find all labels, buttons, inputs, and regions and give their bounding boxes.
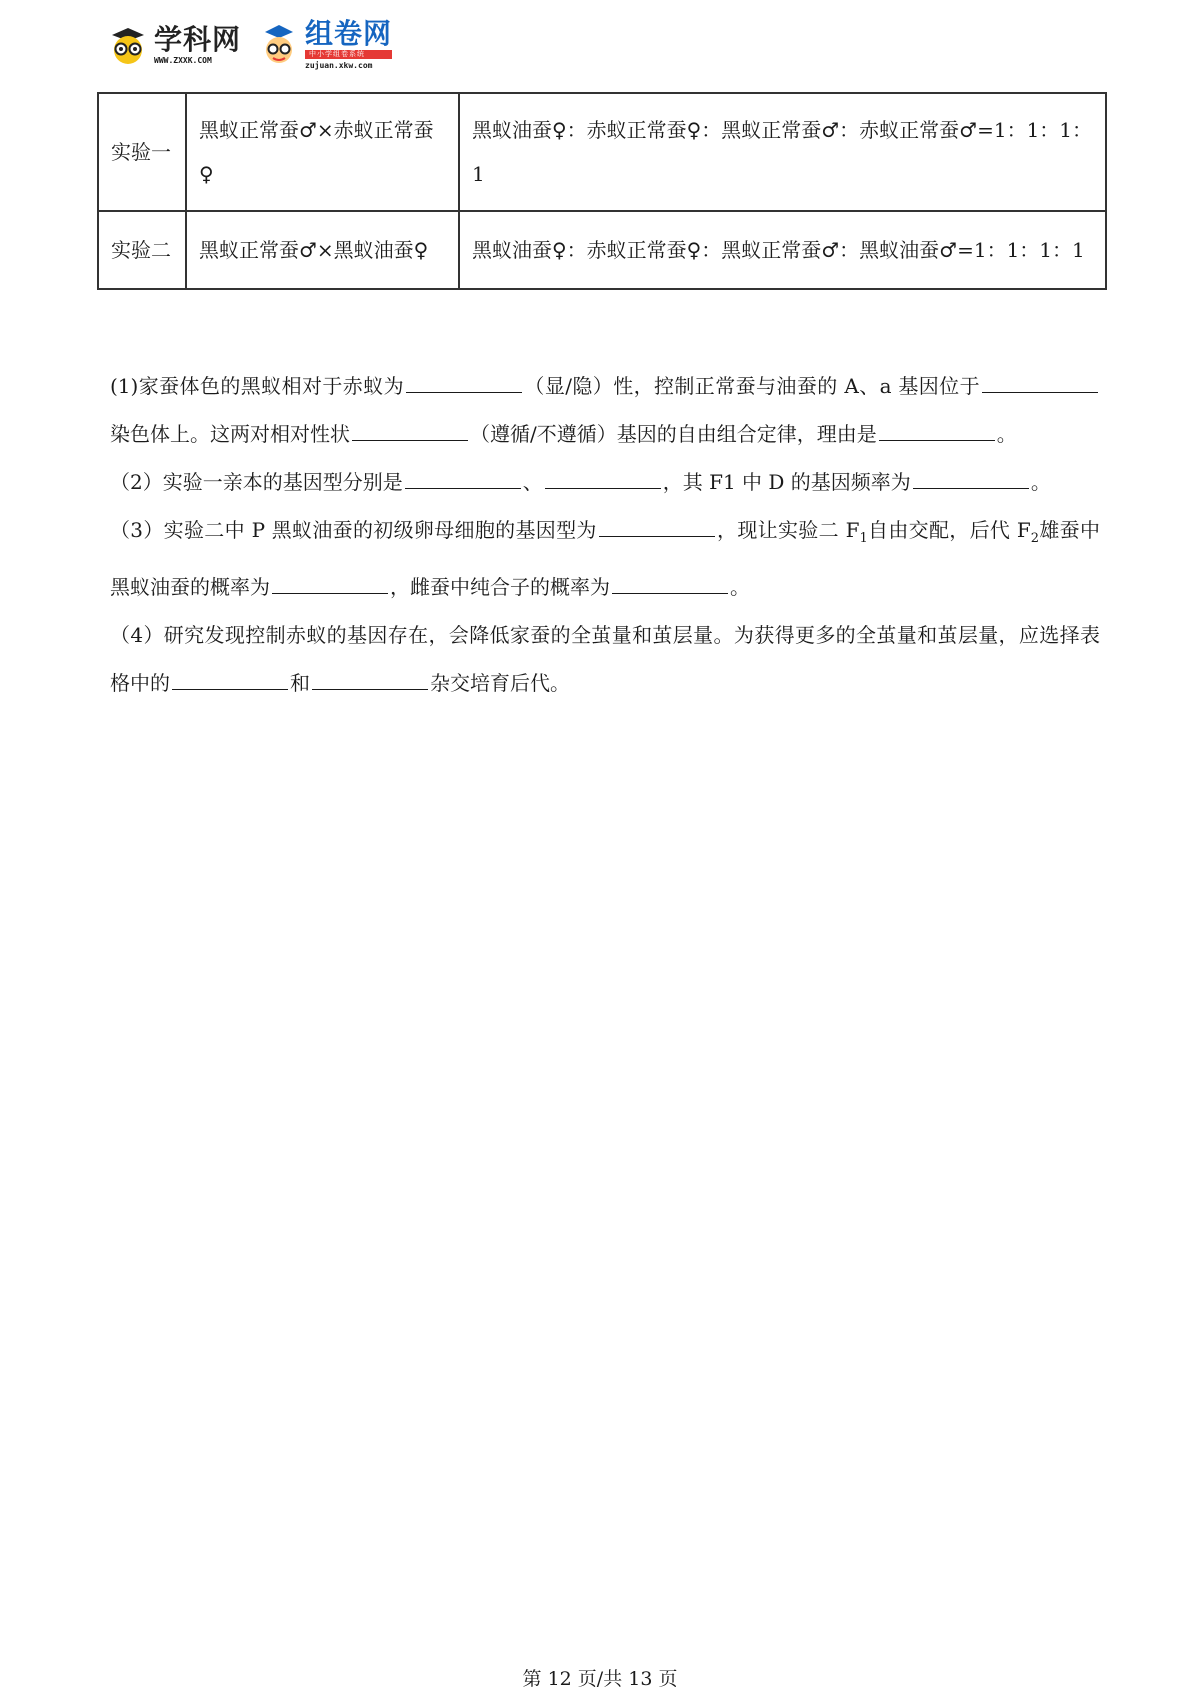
question-text: （4）研究发现控制赤蚁的基因存在，会降低家蚕的全茧量和茧层量。为获得更多的全茧量和茧层量，应选择表格中的 — [110, 623, 1100, 695]
zxxk-logo-url: WWW.ZXXK.COM — [154, 55, 212, 65]
answer-blank[interactable] — [545, 468, 661, 489]
page-footer: 第 12 页/共 13 页 — [522, 1668, 678, 1690]
question-text: （3）实验二中 P 黑蚁油蚕的初级卵母细胞的基因型为 — [110, 518, 597, 542]
result-cell: 黑蚁油蚕♀：赤蚁正常蚕♀：黑蚁正常蚕♂：赤蚁正常蚕♂=1：1：1：1 — [459, 93, 1106, 211]
table-row — [98, 211, 1106, 289]
question-text: 。 — [996, 422, 1017, 446]
zxxk-logo[interactable] — [108, 22, 242, 65]
answer-blank[interactable] — [405, 468, 521, 489]
question-text: 。 — [730, 575, 750, 599]
zxxk-logo-name: 学科网 — [154, 22, 242, 56]
answer-blank[interactable] — [879, 420, 995, 441]
answer-blank[interactable] — [352, 420, 468, 441]
answer-blank[interactable] — [599, 516, 715, 537]
question-3 — [110, 506, 1100, 611]
question-text: 染色体上。这两对相对性状 — [110, 422, 350, 446]
question-text: 杂交培育后代。 — [430, 671, 570, 695]
experiment-table — [97, 92, 1107, 290]
subscript: 2 — [1030, 531, 1040, 546]
answer-blank[interactable] — [172, 669, 288, 690]
answer-blank[interactable] — [982, 372, 1098, 393]
table-row — [98, 93, 1106, 211]
answer-blank[interactable] — [612, 573, 728, 594]
answer-blank[interactable] — [312, 669, 428, 690]
question-text: 雄蚕中黑蚁油蚕的概率为 — [110, 518, 1100, 599]
zujuan-logo-name: 组卷网 — [305, 17, 393, 50]
experiment-label-cell: 实验一 — [98, 93, 186, 211]
question-text: （显/隐）性，控制正常蚕与油蚕的 A、a 基因位于 — [524, 374, 980, 398]
result-cell: 黑蚁油蚕♀：赤蚁正常蚕♀：黑蚁正常蚕♂：黑蚁油蚕♂=1：1：1：1 — [459, 211, 1106, 289]
question-text: ，雌蚕中纯合子的概率为 — [390, 575, 610, 599]
owl-mascot-icon — [108, 25, 148, 65]
zujuan-logo-badge: 中小学组卷系统 — [305, 50, 392, 59]
question-text: 和 — [290, 671, 310, 695]
header — [108, 17, 393, 70]
experiment-label-cell: 实验二 — [98, 211, 186, 289]
question-text: 自由交配，后代 F — [867, 518, 1031, 542]
answer-blank[interactable] — [913, 468, 1029, 489]
question-text: 。 — [1030, 470, 1051, 494]
questions — [110, 362, 1100, 707]
question-text: (1)家蚕体色的黑蚁相对于赤蚁为 — [110, 374, 405, 398]
zujuan-logo[interactable] — [259, 17, 393, 70]
question-2 — [110, 458, 1100, 506]
cross-cell: 黑蚁正常蚕♂×赤蚁正常蚕♀ — [186, 93, 459, 211]
subscript: 1 — [859, 531, 868, 546]
question-1 — [110, 362, 1100, 458]
answer-blank[interactable] — [272, 573, 388, 594]
question-text: ，现让实验二 F — [716, 518, 860, 542]
question-text: （2）实验一亲本的基因型分别是 — [110, 470, 403, 494]
question-4 — [110, 611, 1100, 707]
answer-blank[interactable] — [406, 372, 522, 393]
question-text: ，其 F1 中 D 的基因频率为 — [662, 470, 911, 494]
question-text: 、 — [522, 470, 543, 494]
question-text: （遵循/不遵循）基因的自由组合定律，理由是 — [470, 422, 877, 446]
cross-cell: 黑蚁正常蚕♂×黑蚁油蚕♀ — [186, 211, 459, 289]
student-mascot-icon — [259, 23, 299, 67]
zujuan-logo-url: zujuan.xkw.com — [305, 61, 373, 70]
